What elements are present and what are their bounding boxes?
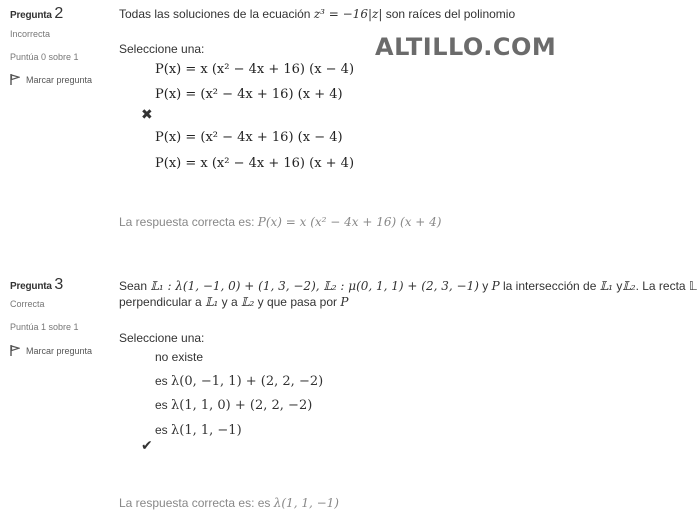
watermark: ALTILLO.COM [375,33,557,61]
answer-option[interactable] [155,350,203,364]
answer-option[interactable]: P(x) = (x² − 4x + 16) (x + 4) [155,87,343,102]
question-status: Correcta [10,299,45,309]
flag-question-button[interactable] [10,74,92,85]
cross-icon: ✖ [141,106,153,122]
question-number: 2 [54,5,64,22]
option-prefix: no existe [155,350,204,364]
question-math: 𝕃₁ [205,295,219,309]
question-text-part: perpendicular a [119,295,202,309]
question-score: Puntúa 1 sobre 1 [10,322,79,332]
feedback-prefix: La respuesta correcta es: es [119,496,271,510]
question-3-label [10,276,63,294]
question-text-part: . La recta 𝕃 [635,279,697,293]
question-text-part: y [482,279,489,293]
question-2-text [119,7,515,21]
answer-option[interactable] [155,398,312,413]
option-math: λ(1, 1, 0) + (2, 2, −2) [171,398,313,413]
question-text-part: la intersección de [503,279,597,293]
option-math: λ(0, −1, 1) + (2, 2, −2) [171,374,324,389]
flag-label: Marcar pregunta [26,345,93,356]
correct-answer-feedback [119,496,339,510]
flag-question-button[interactable] [10,345,92,356]
flag-icon [10,74,20,85]
question-text-part: y [616,279,623,293]
question-3-text-line1 [119,279,697,293]
question-label-prefix: Pregunta [10,281,52,292]
question-text-part: y a [221,295,238,309]
question-2-label [10,5,63,23]
question-text-part: y que pasa por [257,295,338,309]
flag-icon [10,345,20,356]
question-math: P [491,279,500,293]
answer-option[interactable]: P(x) = x (x² − 4x + 16) (x + 4) [155,156,355,171]
correct-answer-feedback [119,215,441,229]
question-score: Puntúa 0 sobre 1 [10,52,79,62]
question-text-part: Todas las soluciones de la ecuación [119,7,311,21]
question-number: 3 [54,276,64,293]
answer-option[interactable]: P(x) = (x² − 4x + 16) (x − 4) [155,130,343,145]
option-prefix: es [155,374,168,388]
question-math: 𝕃₁ [599,279,613,293]
feedback-math: λ(1, 1, −1) [273,496,339,510]
feedback-math: P(x) = x (x² − 4x + 16) (x + 4) [257,215,442,229]
question-math: P [340,295,349,309]
question-label-prefix: Pregunta [10,10,52,21]
select-prompt: Seleccione una: [119,42,205,56]
answer-option[interactable]: P(x) = x (x² − 4x + 16) (x − 4) [155,62,355,77]
question-text-part: Sean [119,279,148,293]
question-math: 𝕃₁ : λ(1, −1, 0) + (1, 3, −2), 𝕃₂ : μ(0, 1, 1) + (2, 3, −1) [150,279,479,293]
feedback-prefix: La respuesta correcta es: [119,215,255,229]
answer-option[interactable] [155,374,323,389]
option-math: λ(1, 1, −1) [171,423,242,438]
option-prefix: es [155,423,168,437]
flag-label: Marcar pregunta [26,74,93,85]
answer-option[interactable] [155,423,242,438]
question-math: 𝕃₂ [622,279,636,293]
question-status: Incorrecta [10,29,51,39]
question-math: z³ = −16|z| [313,7,383,21]
question-math: 𝕃₂ [241,295,255,309]
question-3-text-line2 [119,295,348,309]
option-prefix: es [155,398,168,412]
question-text-part: son raíces del polinomio [385,7,516,21]
check-icon: ✔ [141,437,153,453]
select-prompt: Seleccione una: [119,331,205,345]
